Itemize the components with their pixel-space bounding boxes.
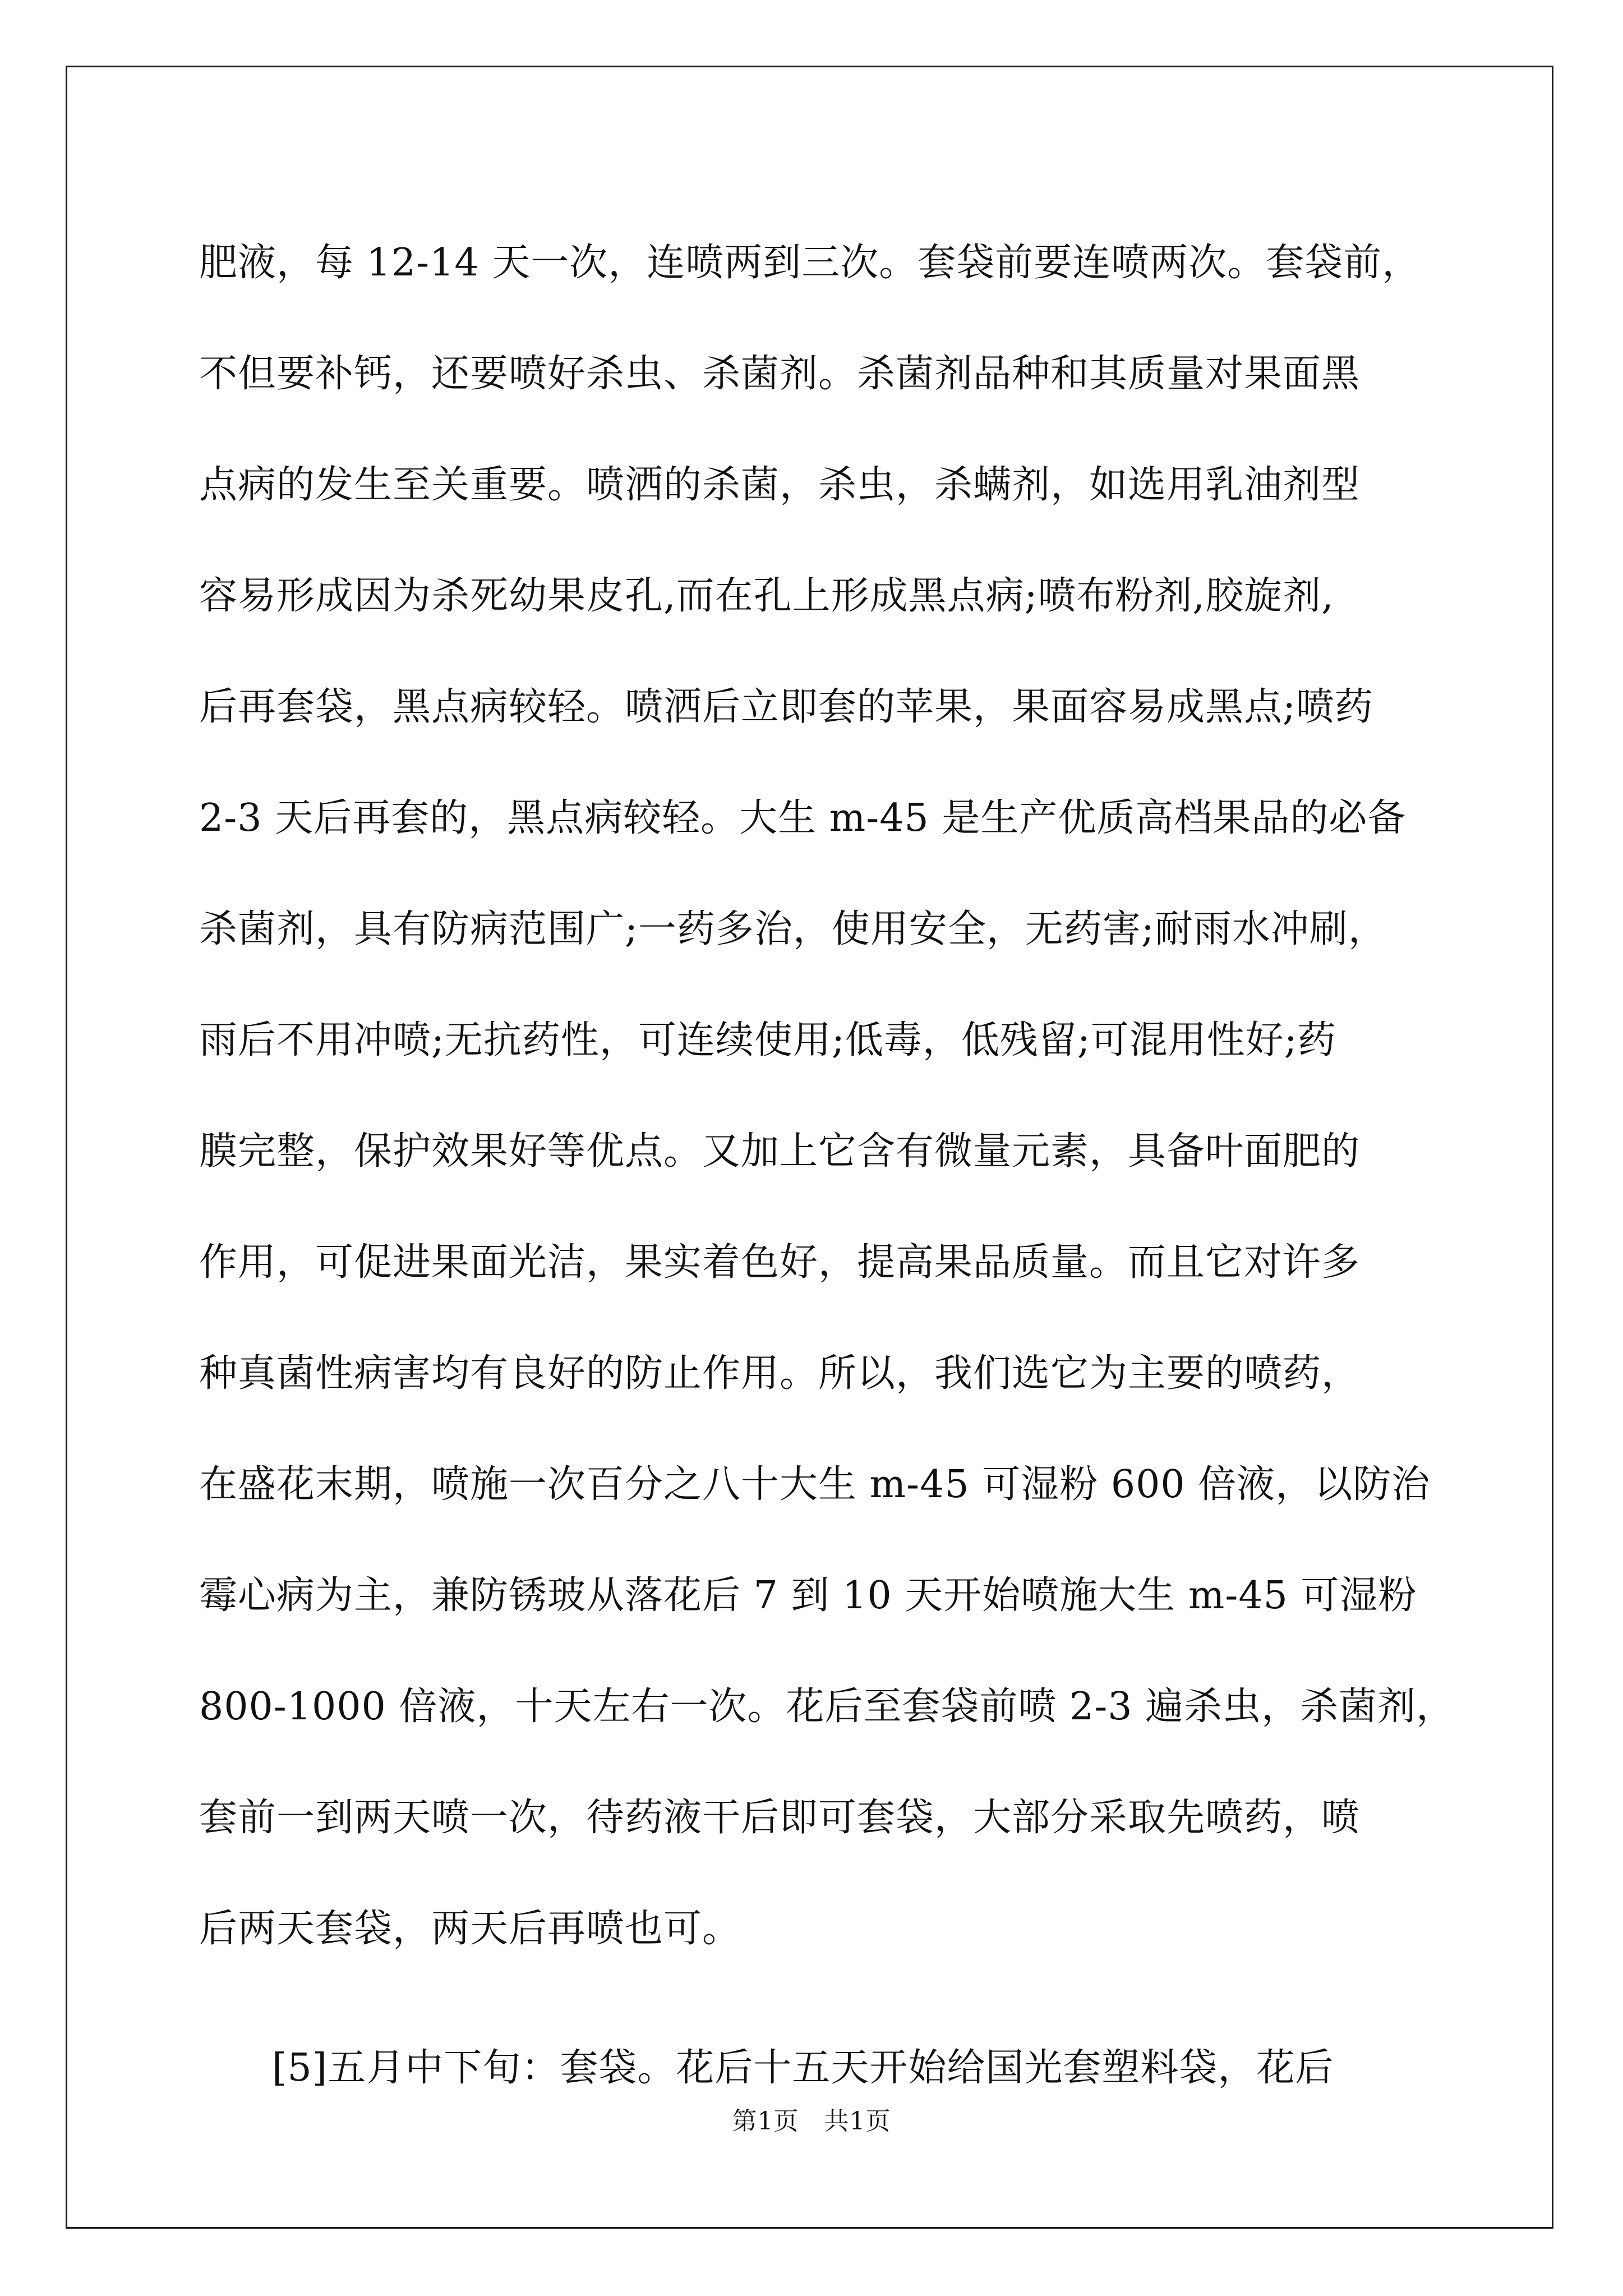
text-line: 霉心病为主，兼防锈玻从落花后 7 到 10 天开始喷施大生 m-45 可湿粉 — [199, 1573, 1417, 1618]
text-line: 雨后不用冲喷;无抗药性，可连续使用;低毒，低残留;可混用性好;药 — [199, 1018, 1336, 1062]
text-line: 800-1000 倍液，十天左右一次。花后至套袋前喷 2-3 遍杀虫，杀菌剂， — [199, 1685, 1455, 1729]
text-line: 种真菌性病害均有良好的防止作用。所以，我们选它为主要的喷药， — [199, 1351, 1361, 1396]
text-line: 容易形成因为杀死幼果皮孔,而在孔上形成黑点病;喷布粉剂,胶旋剂, — [199, 574, 1334, 618]
text-line: 肥液，每 12-14 天一次，连喷两到三次。套袋前要连喷两次。套袋前， — [199, 241, 1421, 285]
text-line: 套前一到两天喷一次，待药液干后即可套袋，大部分采取先喷药，喷 — [199, 1796, 1361, 1840]
text-line: 杀菌剂，具有防病范围广;一药多治，使用安全，无药害;耐雨水冲刷， — [199, 907, 1387, 951]
text-line: 2-3 天后再套的，黑点病较轻。大生 m-45 是生产优质高档果品的必备 — [199, 796, 1407, 840]
text-line: 膜完整，保护效果好等优点。又加上它含有微量元素，具备叶面肥的 — [199, 1129, 1361, 1174]
document-body — [199, 208, 1455, 2124]
text-line: 后再套袋，黑点病较轻。喷洒后立即套的苹果，果面容易成黑点;喷药 — [199, 685, 1373, 729]
text-line: 不但要补钙，还要喷好杀虫、杀菌剂。杀菌剂品种和其质量对果面黑 — [199, 352, 1361, 396]
text-line: 在盛花末期，喷施一次百分之八十大生 m-45 可湿粉 600 倍液，以防治 — [199, 1462, 1431, 1507]
text-line: 点病的发生至关重要。喷洒的杀菌，杀虫，杀螨剂，如选用乳油剂型 — [199, 463, 1361, 507]
text-line: 后两天套袋，两天后再喷也可。 — [199, 1907, 741, 1951]
paragraph-start-line: [5]五月中下旬：套袋。花后十五天开始给国光套塑料袋，花后 — [272, 2046, 1334, 2090]
page-number-footer: 第1页 共1页 — [732, 2107, 891, 2136]
text-line: 作用，可促进果面光洁，果实着色好，提高果品质量。而且它对许多 — [199, 1240, 1361, 1285]
